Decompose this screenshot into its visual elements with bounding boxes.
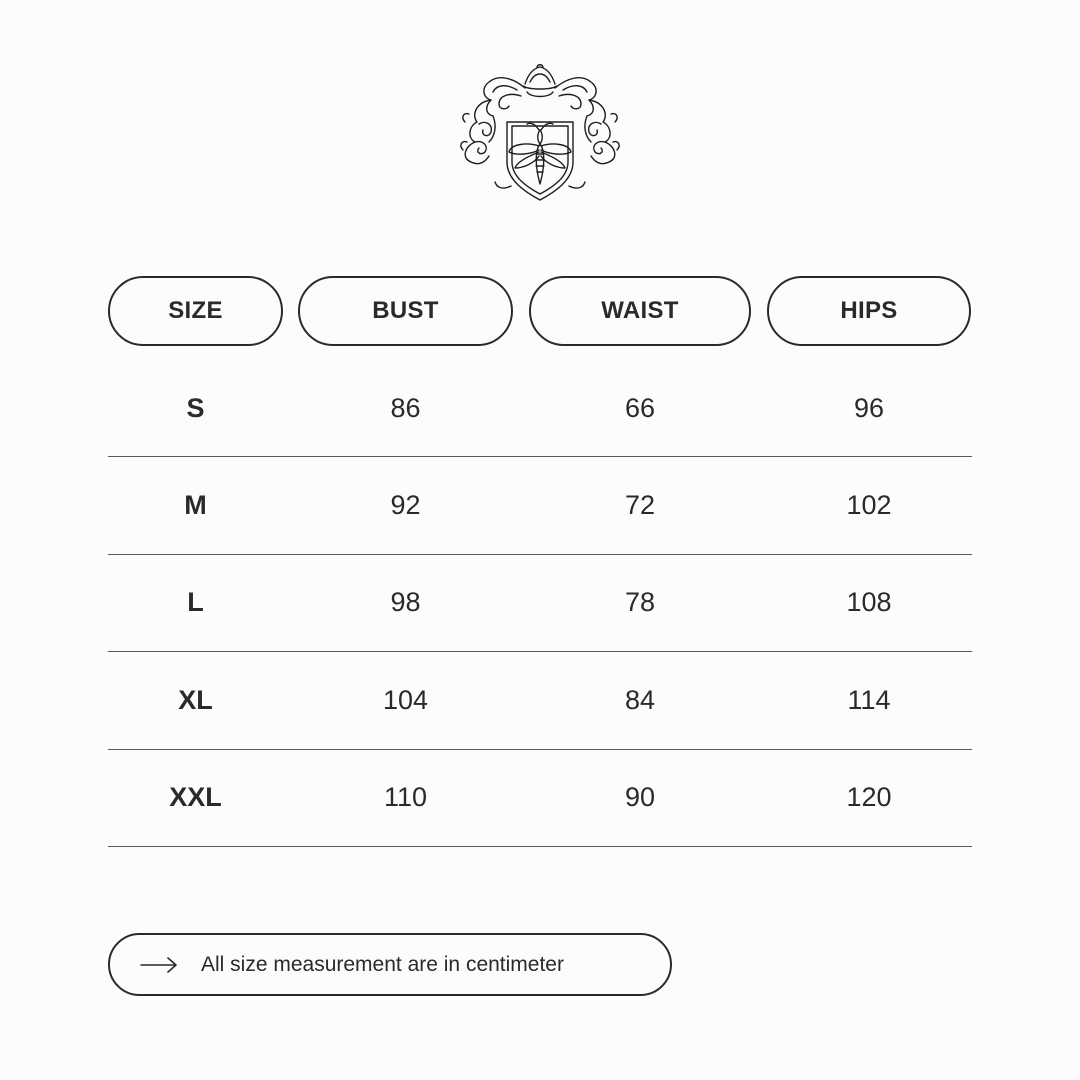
arrow-right-icon (140, 955, 178, 975)
waist-cell: 72 (624, 490, 656, 521)
hips-cell: 120 (846, 782, 892, 813)
size-cell: M (184, 490, 207, 521)
header-hips: HIPS (767, 276, 971, 346)
measurement-note-text: All size measurement are in centimeter (201, 952, 564, 976)
size-cell: XXL (169, 782, 222, 813)
waist-cell: 78 (624, 587, 656, 618)
brand-crest-logo (455, 62, 625, 207)
waist-cell: 84 (624, 684, 656, 715)
bust-cell: 98 (390, 587, 421, 618)
size-cell: XL (178, 684, 213, 715)
waist-cell: 90 (624, 782, 656, 813)
measurement-note (108, 933, 672, 996)
size-cell: L (187, 587, 204, 618)
table-row (108, 652, 972, 749)
bust-cell: 86 (390, 392, 421, 423)
waist-cell: 66 (624, 392, 656, 423)
bust-cell: 110 (383, 782, 428, 813)
bust-cell: 92 (390, 490, 421, 521)
table-row (108, 360, 972, 457)
header-size: SIZE (108, 276, 283, 346)
header-waist: WAIST (529, 276, 751, 346)
hips-cell: 114 (847, 684, 891, 715)
hips-cell: 108 (846, 587, 892, 618)
bust-cell: 104 (382, 684, 429, 715)
size-cell: S (186, 392, 205, 423)
table-row (108, 555, 972, 652)
hips-cell: 96 (853, 392, 885, 423)
table-row (108, 750, 972, 847)
table-row (108, 457, 972, 554)
size-chart-table (108, 360, 972, 847)
header-bust: BUST (298, 276, 513, 346)
hips-cell: 102 (846, 490, 892, 521)
